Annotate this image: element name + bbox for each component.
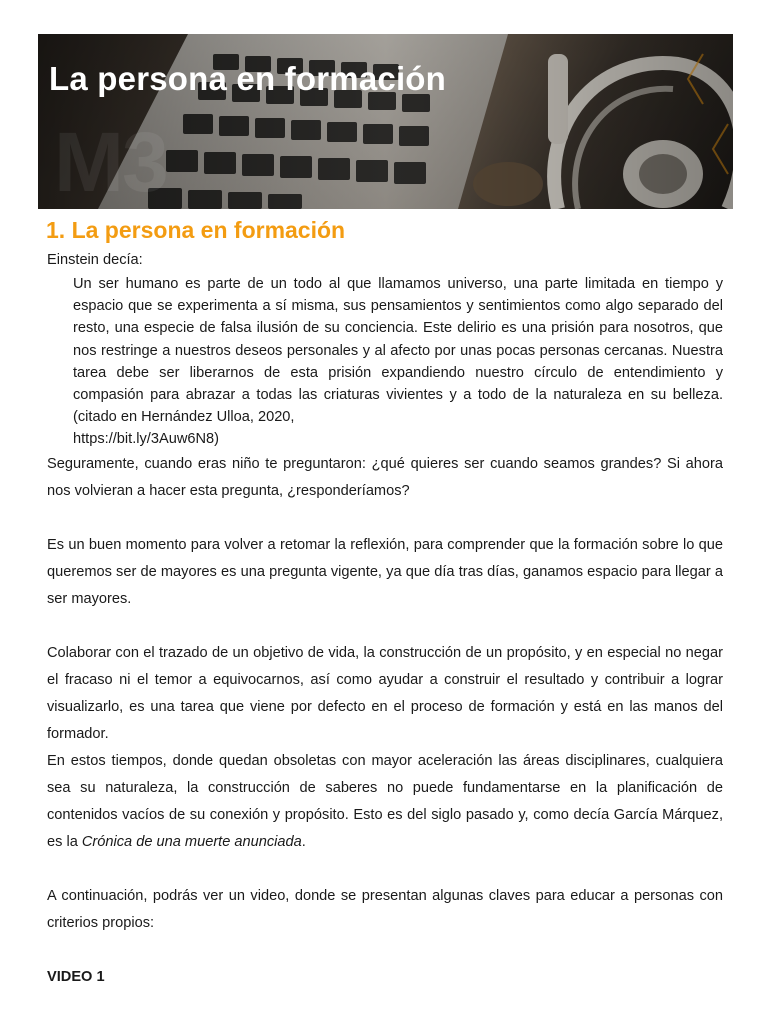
einstein-quote <box>73 273 723 451</box>
book-title: Crónica de una muerte anunciada <box>81 833 302 850</box>
video-label: VIDEO 1 <box>47 968 105 985</box>
document-body <box>47 249 723 991</box>
paragraph-times <box>47 748 723 856</box>
citation-link[interactable]: https://bit.ly/3Auw6N8) <box>73 431 220 448</box>
header-banner <box>38 34 733 209</box>
module-watermark: M3 <box>54 115 167 209</box>
quote-text: Un ser humano es parte de un todo al que llamamos universo, una parte limitada en tiempo y espacio que se experimenta a sí misma, sus pensamientos y sentimientos como algo separado del resto, una especie de falsa ilusión de su conciencia. Este delirio es una prisión para nosotros, que nos restringe a nuestros deseos personales y al afecto por unas pocas personas cercanas. Nuestra tarea debe ser liberarnos de esta prisión expandiendo nuestro círculo de entendimiento y compasión para abrazar a todas las criaturas vivientes y a todo de la naturaleza en su belleza. (citado en Hernández Ulloa, 2020, <box>73 276 723 426</box>
section-number: 1. <box>46 217 66 243</box>
section-title: La persona en formación <box>71 217 346 243</box>
paragraph-times-end: . <box>301 833 306 850</box>
paragraph-times-text: En estos tiempos, donde quedan obsoletas con mayor aceleración las áreas disciplinares, cualquiera sea su naturaleza, la construcción de saberes no puede fundamentarse en la planificación de contenidos vacíos de su conexión y propósito. Esto es del siglo pasado y, como decía García Márquez, es la <box>47 752 723 850</box>
section-heading <box>46 217 345 244</box>
paragraph-collaboration: Colaborar con el trazado de un objetivo de vida, la construcción de un propósito, y en especial no negar el fracaso ni el temor a equivocarnos, así como ayudar a construir el resultado y contribuir a lograr visualizarlo, es una tarea que viene por defecto en el proceso de formación y está en las manos del formador. <box>47 644 723 742</box>
banner-title: La persona en formación <box>49 60 447 97</box>
paragraph-question: Seguramente, cuando eras niño te preguntaron: ¿qué quieres ser cuando seamos grandes? Si ahora nos volvieran a hacer esta pregunta, ¿responderíamos? <box>47 455 723 499</box>
paragraph-video-intro: A continuación, podrás ver un video, donde se presentan algunas claves para educar a personas con criterios propios: <box>47 887 723 931</box>
quote-intro: Einstein decía: <box>47 252 143 268</box>
paragraph-reflection: Es un buen momento para volver a retomar la reflexión, para comprender que la formación sobre lo que queremos ser de mayores es una pregunta vigente, ya que día tras días, ganamos espacio para llegar a ser mayores. <box>47 536 723 607</box>
